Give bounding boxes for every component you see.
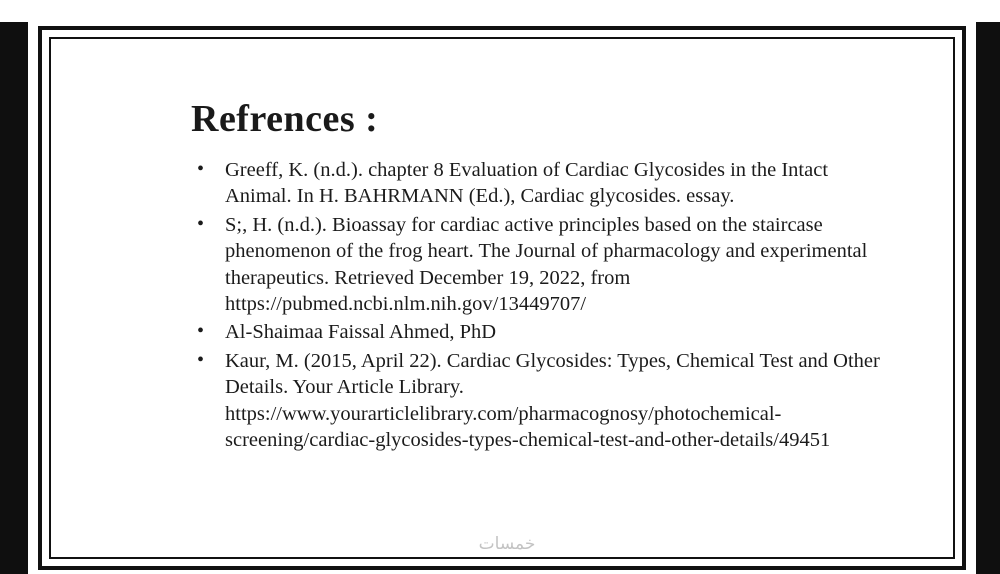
reference-text: Kaur, M. (2015, April 22). Cardiac Glycosides: Types, Chemical Test and Other Details. Your Article Library. https://www.yourarticlelibrary.com/pharmacognosy/photochemical-screening/cardiac-glycosides-types-chemical-test-and-other-details/49451 [225,349,880,452]
top-margin [0,0,1000,22]
right-edge-band [976,0,1000,574]
watermark: خمسات [478,534,536,554]
bullet-icon: • [197,212,205,235]
list-item [191,319,891,345]
slide-content [191,99,891,456]
list-item [191,212,891,318]
left-edge-band [0,0,28,574]
slide-inner-border [49,37,955,559]
reference-text: Al-Shaimaa Faissal Ahmed, PhD [225,321,497,344]
bullet-icon: • [197,157,205,180]
slide-outer-border [38,26,966,570]
bullet-icon: • [197,348,205,371]
list-item [191,348,891,454]
reference-text: S;, H. (n.d.). Bioassay for cardiac active principles based on the staircase phenomenon of the frog heart. The Journal of pharmacology and experimental therapeutics. Retrieved December 19, 2022, from https://pubmed.ncbi.nlm.nih.gov/13449707/ [225,213,868,315]
list-item [191,157,891,210]
reference-text: Greeff, K. (n.d.). chapter 8 Evaluation of Cardiac Glycosides in the Intact Animal. In H. BAHRMANN (Ed.), Cardiac glycosides. essay. [225,158,829,208]
page-title: Refrences : [191,98,379,140]
references-list [191,157,891,454]
bullet-icon: • [197,320,205,343]
